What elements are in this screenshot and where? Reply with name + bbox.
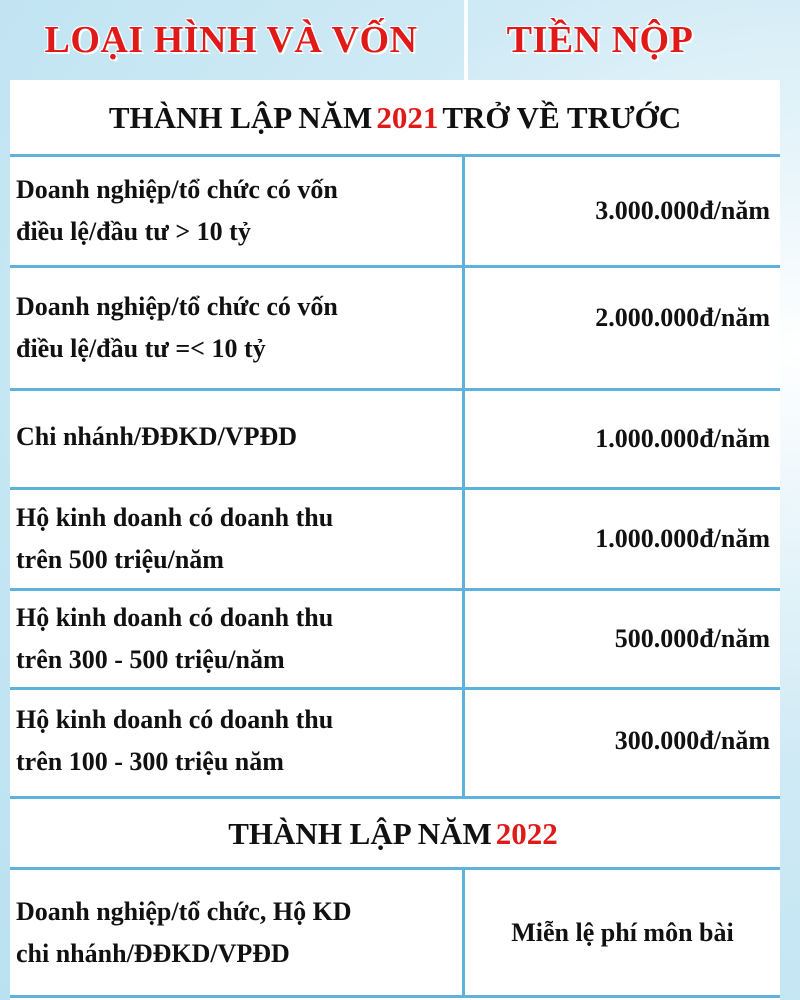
table-row <box>10 690 780 798</box>
type-line: Hộ kinh doanh có doanh thu <box>16 705 334 734</box>
fee-table <box>10 80 780 1000</box>
fee-cell: 1.000.000đ/năm <box>595 424 770 453</box>
type-cell: Chi nhánh/ĐĐKD/VPĐD <box>16 422 298 451</box>
section-prefix: THÀNH LẬP NĂM <box>108 100 373 135</box>
table-row <box>10 268 780 388</box>
header-type-and-capital: LOẠI HÌNH VÀ VỐN <box>44 19 418 61</box>
type-line: trên 300 - 500 triệu/năm <box>16 645 285 674</box>
type-cell <box>16 157 456 265</box>
type-line: Doanh nghiệp/tổ chức, Hộ KD <box>16 896 352 926</box>
fee-cell: 300.000đ/năm <box>614 726 770 755</box>
table-row <box>10 157 780 265</box>
table-header <box>0 0 800 80</box>
table-row <box>10 490 780 588</box>
type-cell <box>16 268 456 388</box>
type-line: trên 100 - 300 triệu năm <box>16 747 284 776</box>
type-line: trên 500 triệu/năm <box>16 545 224 574</box>
section-suffix: TRỞ VỀ TRƯỚC <box>442 100 682 135</box>
fee-cell: Miễn lệ phí môn bài <box>511 917 734 947</box>
section-prefix: THÀNH LẬP NĂM <box>228 816 492 851</box>
table-row <box>10 591 780 687</box>
type-cell <box>16 870 456 995</box>
type-line: Doanh nghiệp/tổ chức có vốn <box>16 175 338 204</box>
fee-cell: 2.000.000đ/năm <box>595 303 770 332</box>
table-row <box>10 391 780 487</box>
type-line: điều lệ/đầu tư > 10 tỷ <box>16 217 251 246</box>
header-fee: TIỀN NỘP <box>506 19 694 61</box>
fee-cell: 1.000.000đ/năm <box>595 524 770 553</box>
section-title-2021 <box>10 80 780 156</box>
type-cell <box>16 591 456 687</box>
type-line: Doanh nghiệp/tổ chức có vốn <box>16 292 338 321</box>
type-cell <box>16 690 456 792</box>
section-title-2022 <box>10 798 780 870</box>
header-divider <box>464 0 468 80</box>
type-line: điều lệ/đầu tư =< 10 tỷ <box>16 334 266 363</box>
fee-cell: 500.000đ/năm <box>614 624 770 653</box>
type-line: Hộ kinh doanh có doanh thu <box>16 603 334 632</box>
section-year: 2022 <box>495 816 558 851</box>
type-cell <box>16 490 456 588</box>
fee-cell: 3.000.000đ/năm <box>595 196 770 225</box>
table-row <box>10 870 780 995</box>
section-year: 2021 <box>376 100 439 135</box>
type-line: Hộ kinh doanh có doanh thu <box>16 503 334 532</box>
type-line: chi nhánh/ĐĐKD/VPĐD <box>16 938 290 968</box>
row-divider <box>10 995 780 998</box>
